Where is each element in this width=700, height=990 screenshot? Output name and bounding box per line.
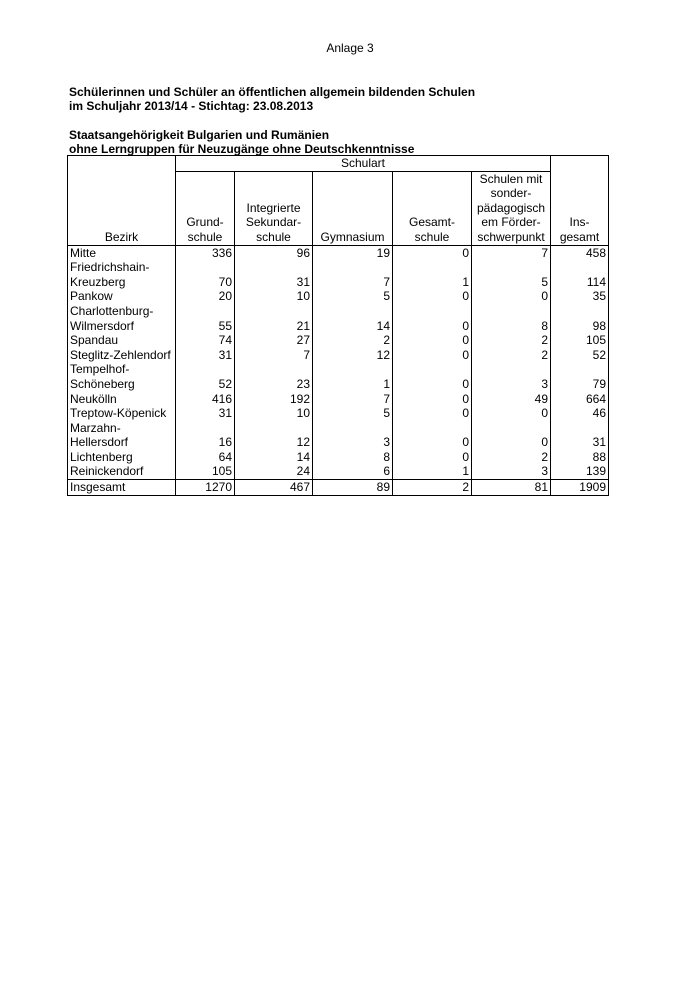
table-row bbox=[68, 348, 609, 363]
cell-sfs: 0 bbox=[472, 406, 551, 421]
cell-ins: 105 bbox=[551, 333, 609, 348]
ins-header-2: gesamt bbox=[551, 230, 609, 245]
cell-sfs: 5 bbox=[472, 275, 551, 290]
table-row bbox=[68, 289, 609, 304]
total-sfs: 81 bbox=[472, 480, 551, 496]
cell-isq: 23 bbox=[235, 377, 313, 392]
cell-gym: 12 bbox=[313, 348, 393, 363]
table-row-label bbox=[68, 304, 609, 319]
data-table bbox=[67, 155, 609, 496]
table-row bbox=[68, 245, 609, 260]
cell-gym: 5 bbox=[313, 289, 393, 304]
cell-isq: 21 bbox=[235, 319, 313, 334]
isq-header-1: Integrierte bbox=[235, 201, 313, 216]
bezirk-name: Lichtenberg bbox=[68, 450, 176, 465]
cell-ges: 1 bbox=[393, 464, 472, 479]
table-row bbox=[68, 406, 609, 421]
cell-sfs: 3 bbox=[472, 464, 551, 479]
cell-isq: 27 bbox=[235, 333, 313, 348]
bezirk-name-line-2: Hellersdorf bbox=[68, 435, 176, 450]
cell-gym: 3 bbox=[313, 435, 393, 450]
table-row bbox=[68, 435, 609, 450]
cell-sfs: 2 bbox=[472, 348, 551, 363]
cell-ges: 0 bbox=[393, 377, 472, 392]
sfs-header-1: Schulen mit bbox=[472, 171, 551, 186]
empty-cell bbox=[235, 304, 313, 319]
total-grund: 1270 bbox=[176, 480, 235, 496]
cell-ins: 46 bbox=[551, 406, 609, 421]
cell-ges: 0 bbox=[393, 289, 472, 304]
bezirk-name: Spandau bbox=[68, 333, 176, 348]
table-row bbox=[68, 319, 609, 334]
cell-grund: 105 bbox=[176, 464, 235, 479]
gym-header: Gymnasium bbox=[313, 230, 393, 245]
empty-cell bbox=[313, 260, 393, 275]
cell-grund: 31 bbox=[176, 406, 235, 421]
empty-cell bbox=[472, 362, 551, 377]
empty-cell bbox=[472, 260, 551, 275]
cell-grund: 16 bbox=[176, 435, 235, 450]
cell-ges: 0 bbox=[393, 348, 472, 363]
bezirk-name-line-1: Friedrichshain- bbox=[68, 260, 176, 275]
ins-header-1: Ins- bbox=[551, 215, 609, 230]
empty-cell bbox=[472, 304, 551, 319]
table-row bbox=[68, 464, 609, 479]
empty-cell bbox=[393, 362, 472, 377]
table-row bbox=[68, 450, 609, 465]
total-ges: 2 bbox=[393, 480, 472, 496]
subtitle-line-2: ohne Lerngruppen für Neuzugänge ohne Deutschkenntnisse bbox=[69, 142, 415, 156]
cell-sfs: 49 bbox=[472, 392, 551, 407]
empty-cell bbox=[393, 260, 472, 275]
title-line-2: im Schuljahr 2013/14 - Stichtag: 23.08.2013 bbox=[69, 99, 314, 113]
ges-header-1: Gesamt- bbox=[393, 215, 472, 230]
cell-ges: 0 bbox=[393, 406, 472, 421]
empty-cell bbox=[176, 260, 235, 275]
cell-ins: 139 bbox=[551, 464, 609, 479]
isq-header-2: Sekundar- bbox=[235, 215, 313, 230]
table-row bbox=[68, 275, 609, 290]
cell-grund: 74 bbox=[176, 333, 235, 348]
table-row bbox=[68, 377, 609, 392]
schulart-header: Schulart bbox=[176, 156, 551, 172]
ges-header-2: schule bbox=[393, 230, 472, 245]
cell-ges: 1 bbox=[393, 275, 472, 290]
cell-ins: 35 bbox=[551, 289, 609, 304]
cell-isq: 24 bbox=[235, 464, 313, 479]
sfs-header-2: sonder- bbox=[472, 186, 551, 201]
cell-gym: 2 bbox=[313, 333, 393, 348]
bezirk-name: Mitte bbox=[68, 245, 176, 260]
empty-cell bbox=[176, 421, 235, 436]
header-blank bbox=[68, 156, 176, 172]
bezirk-name: Treptow-Köpenick bbox=[68, 406, 176, 421]
bezirk-name-line-2: Wilmersdorf bbox=[68, 319, 176, 334]
cell-ins: 98 bbox=[551, 319, 609, 334]
empty-cell bbox=[313, 362, 393, 377]
total-ins: 1909 bbox=[551, 480, 609, 496]
cell-isq: 192 bbox=[235, 392, 313, 407]
cell-sfs: 3 bbox=[472, 377, 551, 392]
cell-sfs: 2 bbox=[472, 333, 551, 348]
table-row bbox=[68, 333, 609, 348]
bezirk-name-line-1: Marzahn- bbox=[68, 421, 176, 436]
empty-cell bbox=[551, 304, 609, 319]
cell-grund: 416 bbox=[176, 392, 235, 407]
cell-gym: 8 bbox=[313, 450, 393, 465]
subtitle-line-1: Staatsangehörigkeit Bulgarien und Rumänien bbox=[69, 128, 330, 142]
empty-cell bbox=[176, 304, 235, 319]
cell-isq: 31 bbox=[235, 275, 313, 290]
cell-grund: 20 bbox=[176, 289, 235, 304]
cell-isq: 10 bbox=[235, 406, 313, 421]
bezirk-name-line-1: Tempelhof- bbox=[68, 362, 176, 377]
cell-gym: 19 bbox=[313, 245, 393, 260]
cell-ins: 114 bbox=[551, 275, 609, 290]
cell-grund: 31 bbox=[176, 348, 235, 363]
table-row bbox=[68, 392, 609, 407]
sfs-header-3: pädagogisch bbox=[472, 201, 551, 216]
cell-ins: 52 bbox=[551, 348, 609, 363]
cell-ges: 0 bbox=[393, 450, 472, 465]
cell-sfs: 0 bbox=[472, 289, 551, 304]
cell-grund: 70 bbox=[176, 275, 235, 290]
bezirk-name: Neukölln bbox=[68, 392, 176, 407]
cell-ges: 0 bbox=[393, 333, 472, 348]
empty-cell bbox=[313, 421, 393, 436]
cell-isq: 10 bbox=[235, 289, 313, 304]
empty-cell bbox=[313, 304, 393, 319]
cell-ges: 0 bbox=[393, 392, 472, 407]
bezirk-name-line-2: Schöneberg bbox=[68, 377, 176, 392]
empty-cell bbox=[393, 421, 472, 436]
cell-grund: 64 bbox=[176, 450, 235, 465]
table-row-label bbox=[68, 421, 609, 436]
cell-isq: 96 bbox=[235, 245, 313, 260]
total-label: Insgesamt bbox=[68, 480, 176, 496]
bezirk-name-line-1: Charlottenburg- bbox=[68, 304, 176, 319]
sfs-header-4: em Förder- bbox=[472, 215, 551, 230]
empty-cell bbox=[176, 362, 235, 377]
total-row bbox=[68, 480, 609, 496]
cell-sfs: 7 bbox=[472, 245, 551, 260]
empty-cell bbox=[551, 362, 609, 377]
cell-isq: 7 bbox=[235, 348, 313, 363]
cell-grund: 55 bbox=[176, 319, 235, 334]
bezirk-header: Bezirk bbox=[68, 230, 176, 245]
total-gym: 89 bbox=[313, 480, 393, 496]
cell-isq: 14 bbox=[235, 450, 313, 465]
cell-gym: 7 bbox=[313, 275, 393, 290]
empty-cell bbox=[551, 421, 609, 436]
title-line-1: Schülerinnen und Schüler an öffentlichen allgemein bildenden Schulen bbox=[69, 85, 476, 99]
total-isq: 467 bbox=[235, 480, 313, 496]
cell-grund: 336 bbox=[176, 245, 235, 260]
cell-gym: 6 bbox=[313, 464, 393, 479]
bezirk-name: Reinickendorf bbox=[68, 464, 176, 479]
appendix-label: Anlage 3 bbox=[326, 41, 374, 55]
cell-ges: 0 bbox=[393, 435, 472, 450]
sfs-header-5: schwerpunkt bbox=[472, 230, 551, 245]
empty-cell bbox=[235, 362, 313, 377]
empty-cell bbox=[472, 421, 551, 436]
bezirk-name-line-2: Kreuzberg bbox=[68, 275, 176, 290]
cell-ins: 664 bbox=[551, 392, 609, 407]
empty-cell bbox=[393, 304, 472, 319]
table-row-label bbox=[68, 260, 609, 275]
empty-cell bbox=[235, 260, 313, 275]
cell-gym: 1 bbox=[313, 377, 393, 392]
table-row-label bbox=[68, 362, 609, 377]
cell-ges: 0 bbox=[393, 245, 472, 260]
bezirk-name: Pankow bbox=[68, 289, 176, 304]
cell-sfs: 8 bbox=[472, 319, 551, 334]
cell-gym: 5 bbox=[313, 406, 393, 421]
cell-ges: 0 bbox=[393, 319, 472, 334]
grund-header-2: schule bbox=[176, 230, 235, 245]
cell-ins: 458 bbox=[551, 245, 609, 260]
header-blank bbox=[551, 156, 609, 172]
grund-header-1: Grund- bbox=[176, 215, 235, 230]
empty-cell bbox=[235, 421, 313, 436]
table-body bbox=[68, 156, 609, 496]
cell-sfs: 0 bbox=[472, 435, 551, 450]
cell-grund: 52 bbox=[176, 377, 235, 392]
isq-header-3: schule bbox=[235, 230, 313, 245]
cell-gym: 7 bbox=[313, 392, 393, 407]
bezirk-name: Steglitz-Zehlendorf bbox=[68, 348, 176, 363]
cell-gym: 14 bbox=[313, 319, 393, 334]
cell-ins: 88 bbox=[551, 450, 609, 465]
cell-sfs: 2 bbox=[472, 450, 551, 465]
cell-ins: 79 bbox=[551, 377, 609, 392]
cell-isq: 12 bbox=[235, 435, 313, 450]
cell-ins: 31 bbox=[551, 435, 609, 450]
empty-cell bbox=[551, 260, 609, 275]
